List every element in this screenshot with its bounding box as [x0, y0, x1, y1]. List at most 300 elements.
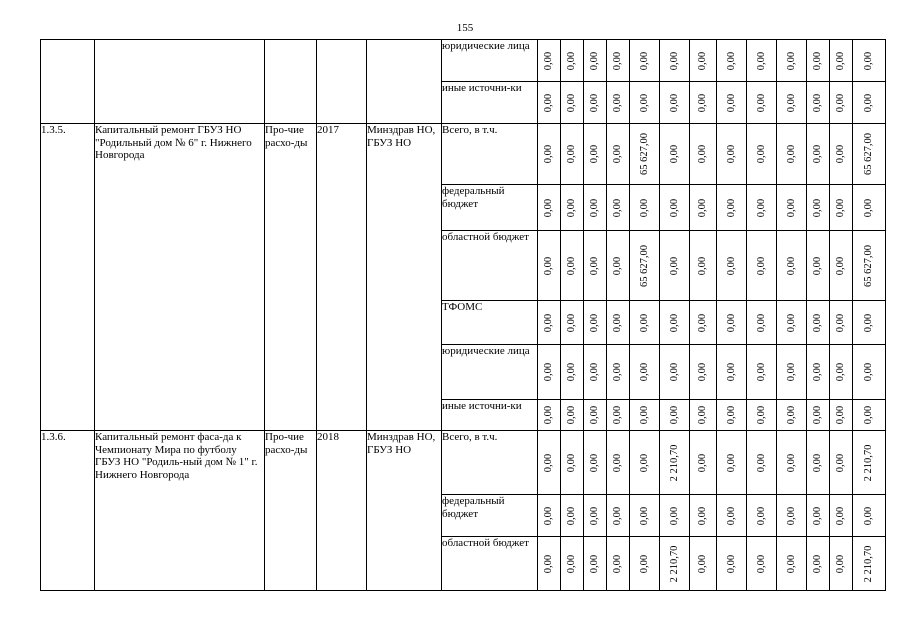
amount-cell [538, 231, 561, 301]
amount-value: 0,00 [785, 506, 797, 525]
amount-value: 0,00 [755, 506, 767, 525]
amount-value: 0,00 [611, 453, 623, 472]
amount-cell [584, 301, 607, 345]
amount-value: 0,00 [638, 198, 650, 217]
amount-value: 0,00 [565, 362, 577, 382]
expense-type: Про-чие расхо-ды [265, 124, 317, 431]
amount-cell [690, 231, 717, 301]
amount-cell [747, 345, 777, 400]
amount-cell [561, 40, 584, 82]
amount-cell [538, 431, 561, 495]
funding-source: юридические лица [442, 40, 538, 82]
amount-cell [584, 185, 607, 231]
amount-value: 0,00 [785, 256, 797, 275]
amount-value: 2 210,70 [862, 444, 874, 481]
amount-value: 0,00 [542, 256, 554, 275]
amount-value: 0,00 [785, 362, 797, 382]
amount-value: 0,00 [834, 51, 846, 70]
amount-cell [807, 82, 830, 124]
amount-value: 0,00 [834, 362, 846, 382]
item-number [41, 40, 95, 124]
amount-cell [690, 345, 717, 400]
amount-value: 0,00 [725, 405, 737, 425]
amount-value: 0,00 [588, 51, 600, 70]
amount-cell [660, 231, 690, 301]
amount-value: 0,00 [668, 362, 680, 382]
item-title: Капитальный ремонт фаса-да к Чемпионату Мира по футболу ГБУЗ НО "Родиль-ный дом № 1" г. Нижнего Новгорода [95, 431, 265, 591]
amount-value: 0,00 [638, 93, 650, 112]
amount-value: 0,00 [834, 506, 846, 525]
amount-cell [561, 400, 584, 431]
amount-cell [830, 185, 853, 231]
amount-value: 0,00 [755, 144, 767, 164]
amount-cell [584, 231, 607, 301]
amount-value: 0,00 [725, 93, 737, 112]
amount-cell [690, 400, 717, 431]
amount-value: 0,00 [696, 453, 708, 472]
amount-value: 0,00 [668, 313, 680, 332]
amount-value: 0,00 [565, 93, 577, 112]
item-executor: Минздрав НО, ГБУЗ НО [367, 124, 442, 431]
amount-cell [777, 495, 807, 537]
amount-cell [630, 231, 660, 301]
amount-cell [630, 124, 660, 185]
item-year: 2017 [317, 124, 367, 431]
amount-cell [584, 495, 607, 537]
amount-value: 0,00 [588, 506, 600, 525]
amount-value: 0,00 [611, 144, 623, 164]
amount-value: 0,00 [834, 453, 846, 472]
amount-value: 0,00 [565, 453, 577, 472]
amount-value: 0,00 [834, 405, 846, 425]
amount-cell [717, 345, 747, 400]
item-number: 1.3.5. [41, 124, 95, 431]
amount-value: 0,00 [696, 51, 708, 70]
amount-cell [630, 185, 660, 231]
amount-value: 0,00 [696, 506, 708, 525]
funding-source: федеральный бюджет [442, 185, 538, 231]
amount-value: 0,00 [611, 51, 623, 70]
amount-cell [538, 40, 561, 82]
amount-value: 0,00 [638, 554, 650, 573]
amount-value: 0,00 [611, 362, 623, 382]
amount-value: 0,00 [542, 144, 554, 164]
amount-cell [777, 185, 807, 231]
amount-cell [717, 231, 747, 301]
amount-cell [660, 537, 690, 591]
amount-cell [853, 301, 886, 345]
amount-cell [561, 301, 584, 345]
amount-cell [660, 82, 690, 124]
amount-cell [717, 124, 747, 185]
amount-cell [830, 40, 853, 82]
funding-source: иные источни-ки [442, 400, 538, 431]
amount-cell [747, 431, 777, 495]
amount-value: 0,00 [542, 51, 554, 70]
amount-cell [584, 345, 607, 400]
amount-value: 0,00 [588, 453, 600, 472]
amount-cell [607, 301, 630, 345]
amount-cell [584, 431, 607, 495]
amount-cell [607, 495, 630, 537]
amount-cell [561, 82, 584, 124]
amount-value: 0,00 [862, 405, 874, 425]
amount-value: 0,00 [696, 313, 708, 332]
amount-value: 0,00 [811, 313, 823, 332]
amount-value: 0,00 [668, 144, 680, 164]
amount-cell [690, 495, 717, 537]
amount-value: 0,00 [755, 405, 767, 425]
amount-cell [538, 345, 561, 400]
amount-value: 0,00 [668, 51, 680, 70]
expense-type [265, 40, 317, 124]
amount-value: 0,00 [611, 554, 623, 573]
amount-cell [538, 185, 561, 231]
funding-source: иные источни-ки [442, 82, 538, 124]
item-number: 1.3.6. [41, 431, 95, 591]
amount-cell [630, 82, 660, 124]
item-executor [367, 40, 442, 124]
amount-value: 2 210,70 [668, 444, 680, 481]
amount-value: 0,00 [638, 405, 650, 425]
amount-cell [747, 40, 777, 82]
amount-cell [807, 301, 830, 345]
amount-value: 0,00 [811, 144, 823, 164]
amount-value: 0,00 [811, 93, 823, 112]
amount-cell [607, 231, 630, 301]
amount-cell [807, 345, 830, 400]
amount-value: 0,00 [542, 405, 554, 425]
amount-cell [747, 400, 777, 431]
amount-cell [690, 185, 717, 231]
amount-value: 0,00 [611, 506, 623, 525]
amount-cell [853, 40, 886, 82]
amount-value: 0,00 [862, 313, 874, 332]
funding-source: Всего, в т.ч. [442, 124, 538, 185]
amount-cell [607, 537, 630, 591]
amount-value: 0,00 [638, 51, 650, 70]
amount-cell [830, 495, 853, 537]
table-row [41, 40, 886, 82]
table-row [41, 124, 886, 185]
amount-cell [830, 301, 853, 345]
amount-cell [807, 231, 830, 301]
amount-value: 0,00 [696, 256, 708, 275]
amount-cell [584, 40, 607, 82]
amount-value: 0,00 [755, 554, 767, 573]
amount-cell [830, 345, 853, 400]
amount-cell [777, 40, 807, 82]
amount-value: 0,00 [668, 506, 680, 525]
amount-value: 65 627,00 [862, 244, 874, 287]
amount-value: 0,00 [811, 256, 823, 275]
amount-cell [717, 400, 747, 431]
amount-cell [660, 185, 690, 231]
amount-value: 0,00 [565, 144, 577, 164]
amount-cell [777, 537, 807, 591]
amount-cell [853, 537, 886, 591]
amount-cell [747, 124, 777, 185]
amount-value: 0,00 [862, 506, 874, 525]
amount-cell [630, 537, 660, 591]
item-executor: Минздрав НО, ГБУЗ НО [367, 431, 442, 591]
amount-value: 0,00 [725, 506, 737, 525]
amount-cell [690, 301, 717, 345]
amount-value: 0,00 [542, 453, 554, 472]
amount-cell [584, 124, 607, 185]
amount-value: 0,00 [811, 405, 823, 425]
amount-value: 0,00 [862, 362, 874, 382]
amount-cell [607, 431, 630, 495]
amount-value: 0,00 [834, 313, 846, 332]
amount-cell [807, 185, 830, 231]
amount-value: 0,00 [565, 198, 577, 217]
amount-cell [660, 40, 690, 82]
amount-value: 0,00 [725, 313, 737, 332]
amount-cell [777, 231, 807, 301]
amount-value: 0,00 [696, 198, 708, 217]
amount-value: 0,00 [668, 198, 680, 217]
amount-value: 0,00 [565, 554, 577, 573]
amount-cell [660, 124, 690, 185]
amount-cell [630, 345, 660, 400]
amount-value: 0,00 [725, 256, 737, 275]
amount-cell [830, 400, 853, 431]
amount-value: 0,00 [755, 51, 767, 70]
amount-value: 0,00 [725, 554, 737, 573]
amount-value: 0,00 [725, 144, 737, 164]
amount-value: 0,00 [785, 93, 797, 112]
amount-cell [807, 431, 830, 495]
amount-value: 0,00 [725, 198, 737, 217]
amount-cell [561, 345, 584, 400]
amount-value: 0,00 [611, 93, 623, 112]
amount-value: 0,00 [785, 144, 797, 164]
amount-value: 0,00 [588, 198, 600, 217]
amount-value: 0,00 [785, 51, 797, 70]
amount-cell [777, 400, 807, 431]
amount-value: 0,00 [862, 198, 874, 217]
amount-value: 0,00 [725, 453, 737, 472]
item-year [317, 40, 367, 124]
amount-cell [690, 537, 717, 591]
amount-value: 0,00 [588, 362, 600, 382]
amount-value: 0,00 [638, 362, 650, 382]
amount-cell [717, 185, 747, 231]
amount-cell [660, 495, 690, 537]
amount-value: 0,00 [785, 405, 797, 425]
amount-cell [690, 124, 717, 185]
amount-value: 0,00 [696, 93, 708, 112]
item-title [95, 40, 265, 124]
amount-value: 0,00 [565, 256, 577, 275]
amount-cell [607, 40, 630, 82]
funding-source: Всего, в т.ч. [442, 431, 538, 495]
amount-cell [807, 40, 830, 82]
amount-cell [830, 431, 853, 495]
amount-cell [777, 345, 807, 400]
amount-cell [561, 495, 584, 537]
amount-value: 0,00 [785, 453, 797, 472]
amount-cell [561, 185, 584, 231]
amount-cell [807, 537, 830, 591]
amount-cell [561, 431, 584, 495]
amount-value: 0,00 [668, 93, 680, 112]
amount-value: 0,00 [755, 256, 767, 275]
amount-value: 0,00 [611, 256, 623, 275]
amount-cell [807, 124, 830, 185]
budget-table [40, 39, 886, 591]
amount-cell [690, 431, 717, 495]
amount-cell [561, 537, 584, 591]
amount-cell [538, 82, 561, 124]
amount-value: 0,00 [638, 313, 650, 332]
amount-value: 0,00 [811, 362, 823, 382]
amount-value: 0,00 [588, 313, 600, 332]
amount-cell [630, 431, 660, 495]
amount-cell [690, 82, 717, 124]
amount-value: 0,00 [611, 313, 623, 332]
amount-value: 2 210,70 [862, 545, 874, 582]
amount-value: 0,00 [834, 144, 846, 164]
amount-cell [777, 301, 807, 345]
funding-source: ТФОМС [442, 301, 538, 345]
amount-cell [630, 400, 660, 431]
amount-value: 0,00 [542, 506, 554, 525]
amount-cell [660, 431, 690, 495]
amount-value: 0,00 [785, 313, 797, 332]
amount-cell [777, 124, 807, 185]
amount-value: 0,00 [696, 405, 708, 425]
amount-value: 0,00 [542, 554, 554, 573]
amount-cell [607, 82, 630, 124]
amount-cell [538, 495, 561, 537]
amount-value: 0,00 [638, 506, 650, 525]
amount-cell [830, 124, 853, 185]
funding-source: областной бюджет [442, 537, 538, 591]
amount-value: 0,00 [785, 198, 797, 217]
amount-value: 0,00 [696, 554, 708, 573]
amount-cell [747, 495, 777, 537]
amount-value: 0,00 [638, 453, 650, 472]
amount-value: 0,00 [588, 93, 600, 112]
item-title: Капитальный ремонт ГБУЗ НО "Родильный дом № 6" г. Нижнего Новгорода [95, 124, 265, 431]
amount-cell [717, 40, 747, 82]
amount-value: 0,00 [811, 554, 823, 573]
amount-value: 0,00 [588, 405, 600, 425]
amount-cell [607, 345, 630, 400]
amount-cell [853, 231, 886, 301]
amount-value: 0,00 [611, 405, 623, 425]
amount-value: 65 627,00 [862, 133, 874, 175]
amount-cell [660, 345, 690, 400]
amount-value: 0,00 [755, 362, 767, 382]
table-row [41, 431, 886, 495]
amount-value: 0,00 [565, 506, 577, 525]
amount-cell [747, 301, 777, 345]
amount-value: 0,00 [696, 144, 708, 164]
amount-cell [538, 301, 561, 345]
amount-value: 0,00 [611, 198, 623, 217]
amount-value: 0,00 [862, 93, 874, 112]
amount-cell [853, 185, 886, 231]
amount-cell [853, 345, 886, 400]
amount-cell [830, 537, 853, 591]
amount-value: 0,00 [834, 554, 846, 573]
amount-cell [807, 495, 830, 537]
amount-value: 0,00 [588, 554, 600, 573]
amount-value: 0,00 [565, 313, 577, 332]
amount-cell [660, 400, 690, 431]
amount-cell [690, 40, 717, 82]
amount-value: 0,00 [725, 51, 737, 70]
amount-cell [630, 495, 660, 537]
amount-value: 0,00 [668, 405, 680, 425]
expense-type: Про-чие расхо-ды [265, 431, 317, 591]
amount-value: 0,00 [834, 198, 846, 217]
amount-cell [630, 301, 660, 345]
amount-cell [807, 400, 830, 431]
amount-cell [607, 185, 630, 231]
amount-value: 0,00 [565, 51, 577, 70]
amount-value: 0,00 [755, 313, 767, 332]
amount-cell [538, 400, 561, 431]
amount-cell [747, 231, 777, 301]
amount-cell [717, 301, 747, 345]
amount-value: 0,00 [542, 93, 554, 112]
amount-value: 0,00 [811, 506, 823, 525]
amount-value: 0,00 [811, 453, 823, 472]
amount-cell [630, 40, 660, 82]
amount-cell [584, 82, 607, 124]
amount-value: 0,00 [668, 256, 680, 275]
amount-value: 0,00 [811, 198, 823, 217]
amount-value: 2 210,70 [668, 545, 680, 582]
amount-value: 0,00 [542, 198, 554, 217]
amount-cell [777, 82, 807, 124]
amount-cell [607, 124, 630, 185]
amount-cell [777, 431, 807, 495]
amount-cell [853, 495, 886, 537]
amount-cell [717, 431, 747, 495]
amount-cell [717, 495, 747, 537]
amount-value: 0,00 [755, 93, 767, 112]
amount-cell [561, 231, 584, 301]
funding-source: федеральный бюджет [442, 495, 538, 537]
amount-cell [607, 400, 630, 431]
funding-source: юридические лица [442, 345, 538, 400]
amount-cell [561, 124, 584, 185]
amount-cell [830, 231, 853, 301]
amount-value: 0,00 [588, 144, 600, 164]
amount-cell [584, 537, 607, 591]
amount-value: 65 627,00 [638, 244, 650, 287]
amount-cell [717, 82, 747, 124]
amount-value: 65 627,00 [638, 133, 650, 175]
amount-cell [538, 124, 561, 185]
amount-cell [660, 301, 690, 345]
amount-value: 0,00 [588, 256, 600, 275]
amount-value: 0,00 [834, 256, 846, 275]
amount-value: 0,00 [755, 198, 767, 217]
amount-cell [830, 82, 853, 124]
amount-value: 0,00 [542, 313, 554, 332]
amount-cell [584, 400, 607, 431]
amount-value: 0,00 [565, 405, 577, 425]
amount-cell [747, 82, 777, 124]
amount-value: 0,00 [542, 362, 554, 382]
funding-source: областной бюджет [442, 231, 538, 301]
